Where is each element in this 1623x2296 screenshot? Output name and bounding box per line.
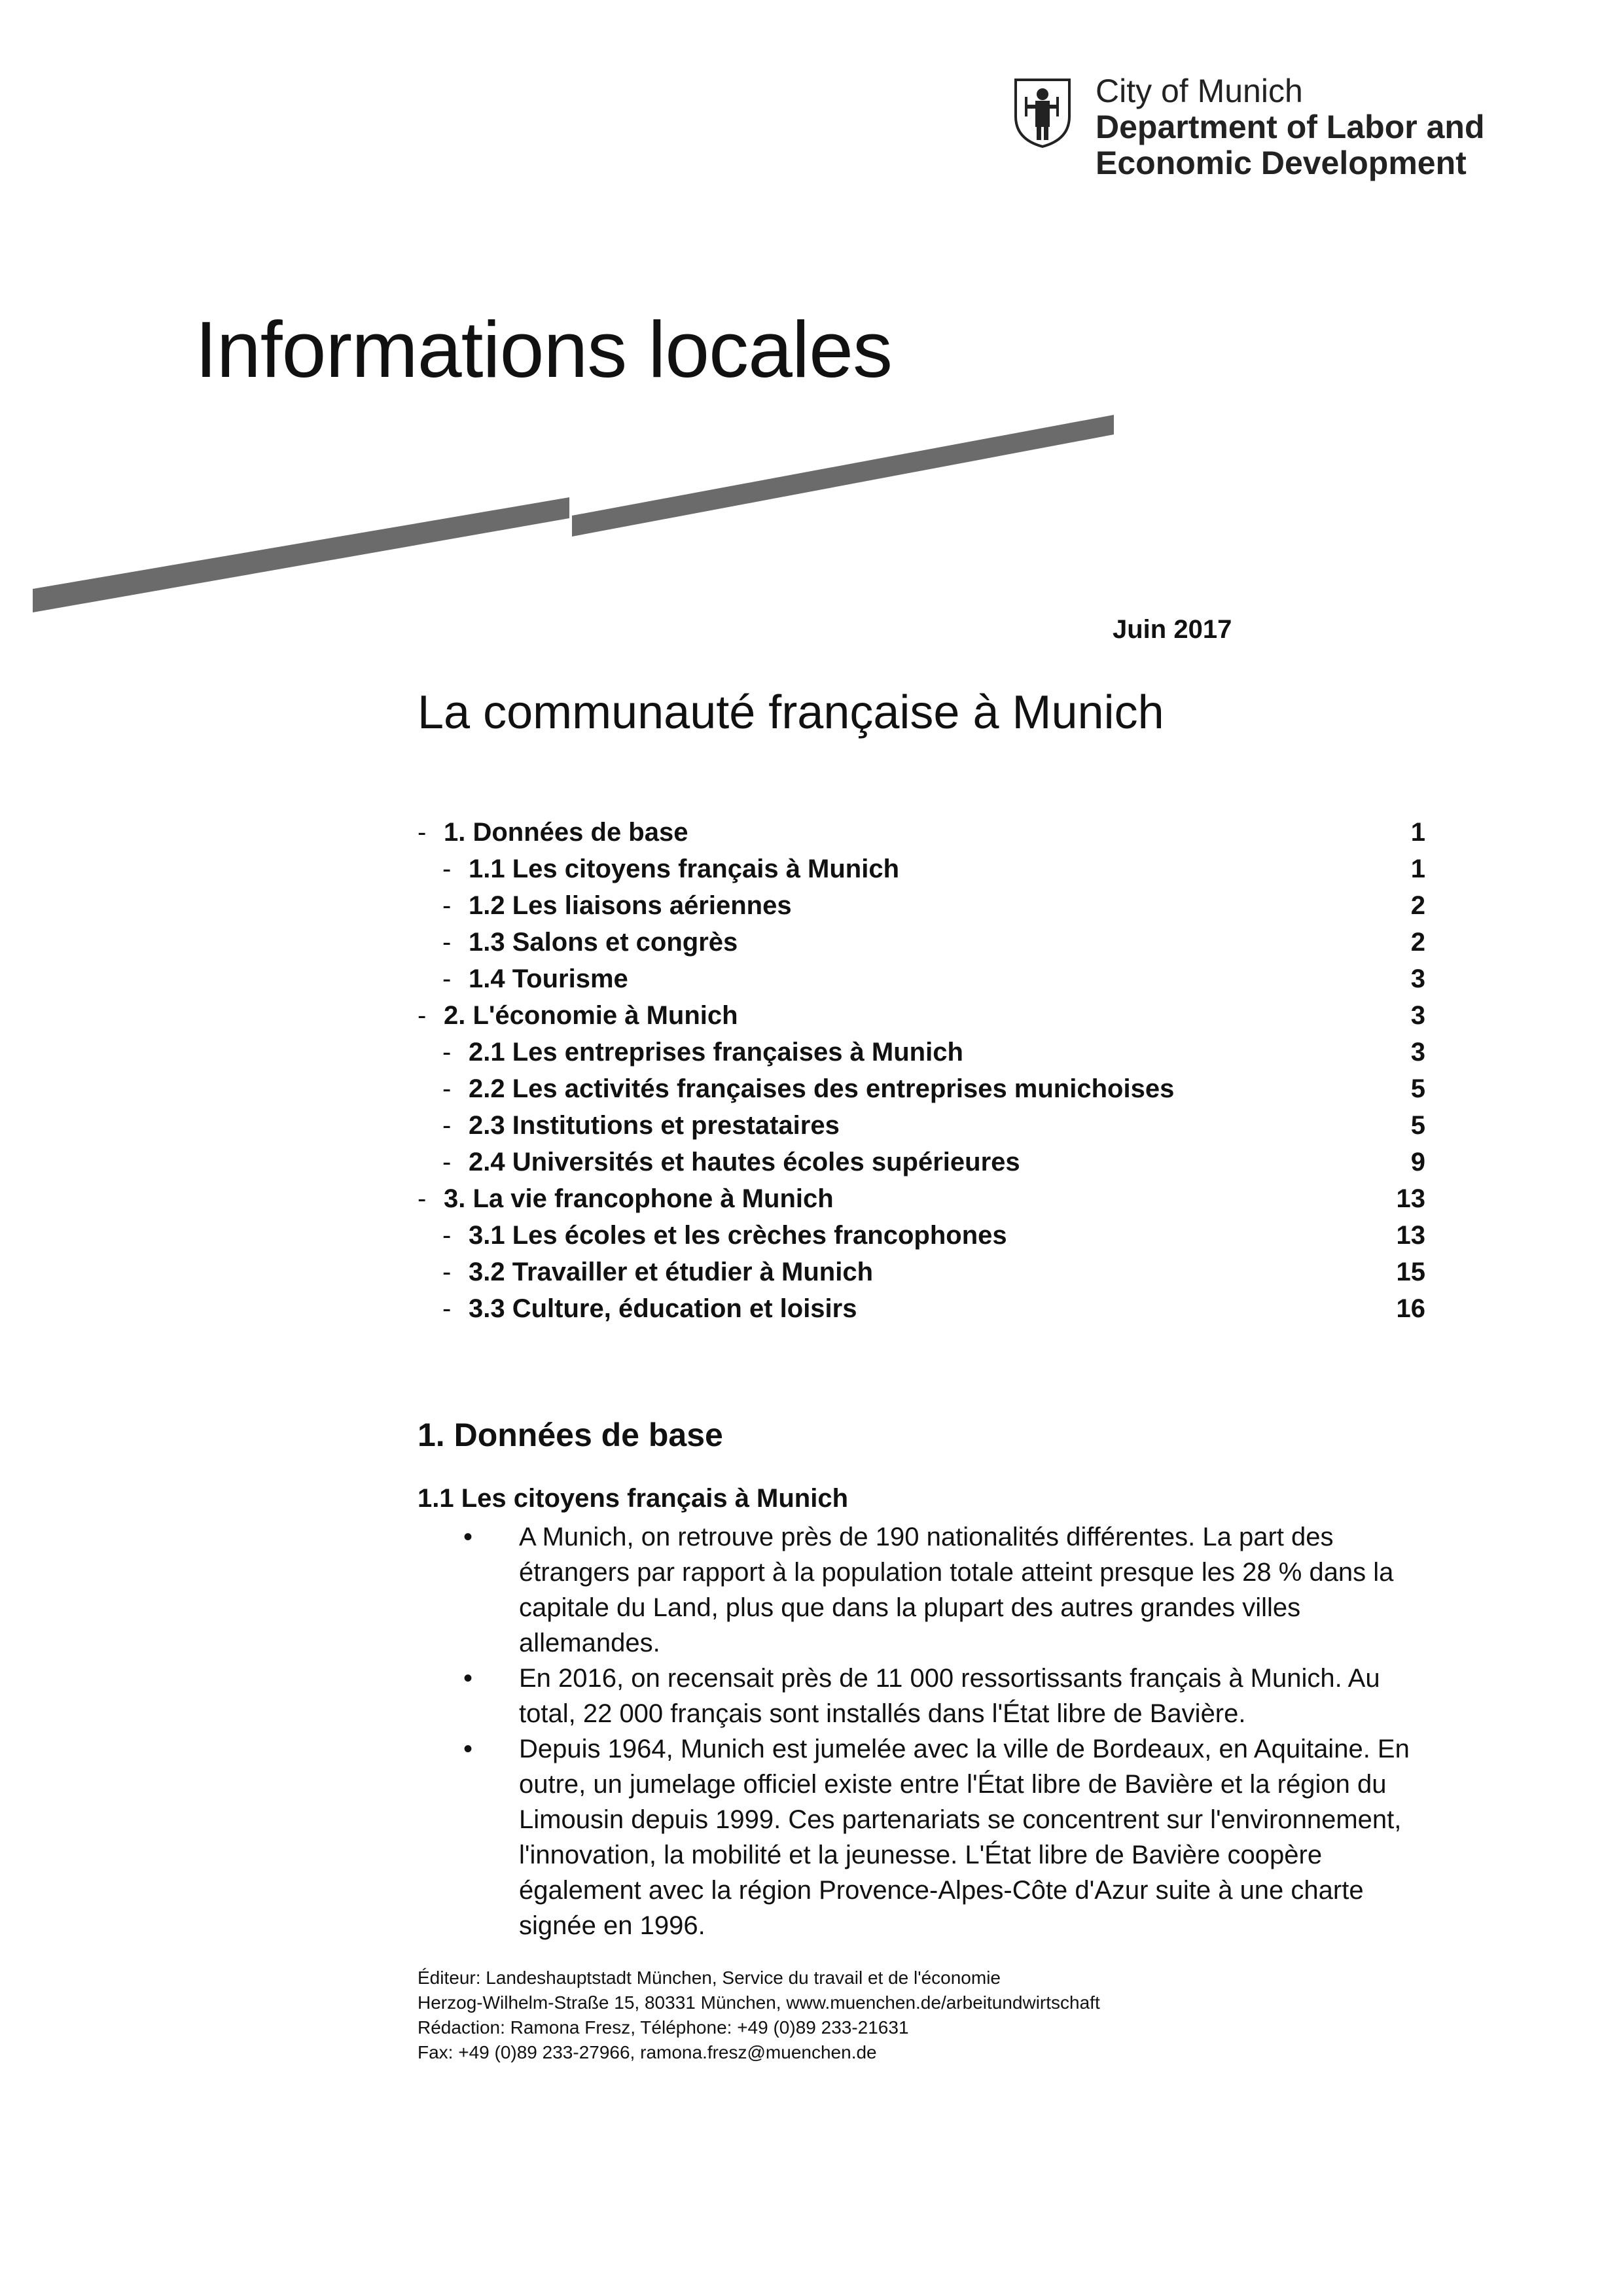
list-item — [418, 1731, 1425, 1943]
toc-dash: - — [418, 1001, 427, 1030]
toc-page: 3 — [1410, 1038, 1425, 1067]
toc-entry[interactable] — [418, 891, 1425, 928]
toc-label: 1.2 Les liaisons aériennes — [469, 891, 792, 920]
table-of-contents — [418, 818, 1425, 1331]
toc-page: 13 — [1396, 1221, 1425, 1250]
toc-dash: - — [442, 1074, 452, 1103]
imprint-editor: Rédaction: Ramona Fresz, Téléphone: +49 (0)89 233-21631 — [418, 2017, 909, 2038]
toc-dash: - — [442, 1148, 452, 1176]
toc-dash: - — [442, 964, 452, 993]
toc-entry[interactable] — [418, 1221, 1425, 1258]
toc-entry[interactable] — [418, 1038, 1425, 1074]
city-name: City of Munich — [1096, 73, 1303, 109]
department-name-line2: Economic Development — [1096, 145, 1467, 181]
imprint-contact[interactable]: Fax: +49 (0)89 233-27966, ramona.fresz@muenchen.de — [418, 2042, 877, 2062]
imprint-footer — [418, 1966, 1100, 2065]
toc-entry[interactable] — [418, 1074, 1425, 1111]
toc-label: 3.3 Culture, éducation et loisirs — [469, 1294, 857, 1323]
list-item-text: A Munich, on retrouve près de 190 nationalités différentes. La part des étrangers par rapport à la population totale atteint presque les 28 % dans la capitale du Land, plus que dans la plupart des autres grandes villes allemandes. — [519, 1523, 1394, 1657]
toc-label: 2.3 Institutions et prestataires — [469, 1111, 840, 1140]
list-item — [418, 1519, 1425, 1661]
toc-page: 9 — [1410, 1148, 1425, 1176]
toc-page: 2 — [1410, 928, 1425, 957]
imprint-address[interactable]: Herzog-Wilhelm-Straße 15, 80331 München, www.muenchen.de/arbeitundwirtschaft — [418, 1992, 1100, 2013]
imprint-publisher: Éditeur: Landeshauptstadt München, Service du travail et de l'économie — [418, 1968, 1001, 1988]
toc-entry[interactable] — [418, 964, 1425, 1001]
section-heading: 1. Données de base — [418, 1417, 723, 1453]
toc-page: 5 — [1410, 1111, 1425, 1140]
toc-entry[interactable] — [418, 818, 1425, 855]
subsection-heading: 1.1 Les citoyens français à Munich — [418, 1484, 849, 1513]
toc-page: 3 — [1410, 964, 1425, 993]
toc-label: 1.3 Salons et congrès — [469, 928, 738, 957]
list-item-text: Depuis 1964, Munich est jumelée avec la ville de Bordeaux, en Aquitaine. En outre, un jumelage officiel existe entre l'État libre de Bavière et la région du Limousin depuis 1999. Ces partenariats se concentrent sur l'environnement, l'innovation, la mobilité et la jeunesse. L'État libre de Bavière coopère également avec la région Provence-Alpes-Côte d'Azur suite à une charte signée en 1996. — [519, 1735, 1410, 1940]
munich-crest-icon — [1013, 77, 1072, 149]
bullet-icon: • — [463, 1664, 473, 1693]
toc-label: 3.1 Les écoles et les crèches francophones — [469, 1221, 1007, 1250]
toc-dash: - — [418, 818, 427, 847]
organization-name — [1096, 73, 1484, 181]
toc-dash: - — [442, 1038, 452, 1067]
toc-label: 2.1 Les entreprises françaises à Munich — [469, 1038, 963, 1067]
bullet-list — [418, 1519, 1425, 1943]
toc-entry[interactable] — [418, 1294, 1425, 1331]
toc-page: 2 — [1410, 891, 1425, 920]
toc-dash: - — [418, 1184, 427, 1213]
toc-label: 2. L'économie à Munich — [444, 1001, 738, 1030]
bullet-icon: • — [463, 1735, 473, 1763]
toc-page: 1 — [1410, 818, 1425, 847]
toc-dash: - — [442, 928, 452, 957]
stripe-left — [33, 497, 569, 612]
toc-entry[interactable] — [418, 1184, 1425, 1221]
publication-date: Juin 2017 — [1113, 615, 1232, 644]
toc-entry[interactable] — [418, 928, 1425, 964]
toc-page: 1 — [1410, 855, 1425, 883]
toc-label: 1.1 Les citoyens français à Munich — [469, 855, 900, 883]
toc-dash: - — [442, 1258, 452, 1286]
stripe-right — [572, 415, 1114, 537]
toc-entry[interactable] — [418, 1111, 1425, 1148]
list-item-text: En 2016, on recensait près de 11 000 ressortissants français à Munich. Au total, 22 000 français sont installés dans l'État libre de Bavière. — [519, 1664, 1380, 1728]
toc-dash: - — [442, 855, 452, 883]
list-item — [418, 1661, 1425, 1731]
toc-page: 3 — [1410, 1001, 1425, 1030]
bullet-icon: • — [463, 1523, 473, 1551]
toc-label: 1.4 Tourisme — [469, 964, 628, 993]
main-title: Informations locales — [195, 305, 892, 394]
toc-entry[interactable] — [418, 1148, 1425, 1184]
document-title: La communauté française à Munich — [418, 686, 1164, 739]
toc-dash: - — [442, 1221, 452, 1250]
toc-dash: - — [442, 1111, 452, 1140]
toc-page: 5 — [1410, 1074, 1425, 1103]
toc-entry[interactable] — [418, 1001, 1425, 1038]
toc-entry[interactable] — [418, 855, 1425, 891]
toc-page: 16 — [1396, 1294, 1425, 1323]
toc-label: 1. Données de base — [444, 818, 688, 847]
toc-label: 2.4 Universités et hautes écoles supérieures — [469, 1148, 1020, 1176]
toc-label: 2.2 Les activités françaises des entreprises munichoises — [469, 1074, 1175, 1103]
toc-label: 3.2 Travailler et étudier à Munich — [469, 1258, 874, 1286]
toc-entry[interactable] — [418, 1258, 1425, 1294]
toc-label: 3. La vie francophone à Munich — [444, 1184, 834, 1213]
header-logo — [1013, 73, 1484, 181]
toc-page: 15 — [1396, 1258, 1425, 1286]
department-name-line1: Department of Labor and — [1096, 109, 1485, 145]
decorative-stripes — [0, 393, 1623, 654]
toc-dash: - — [442, 1294, 452, 1323]
toc-dash: - — [442, 891, 452, 920]
toc-page: 13 — [1396, 1184, 1425, 1213]
